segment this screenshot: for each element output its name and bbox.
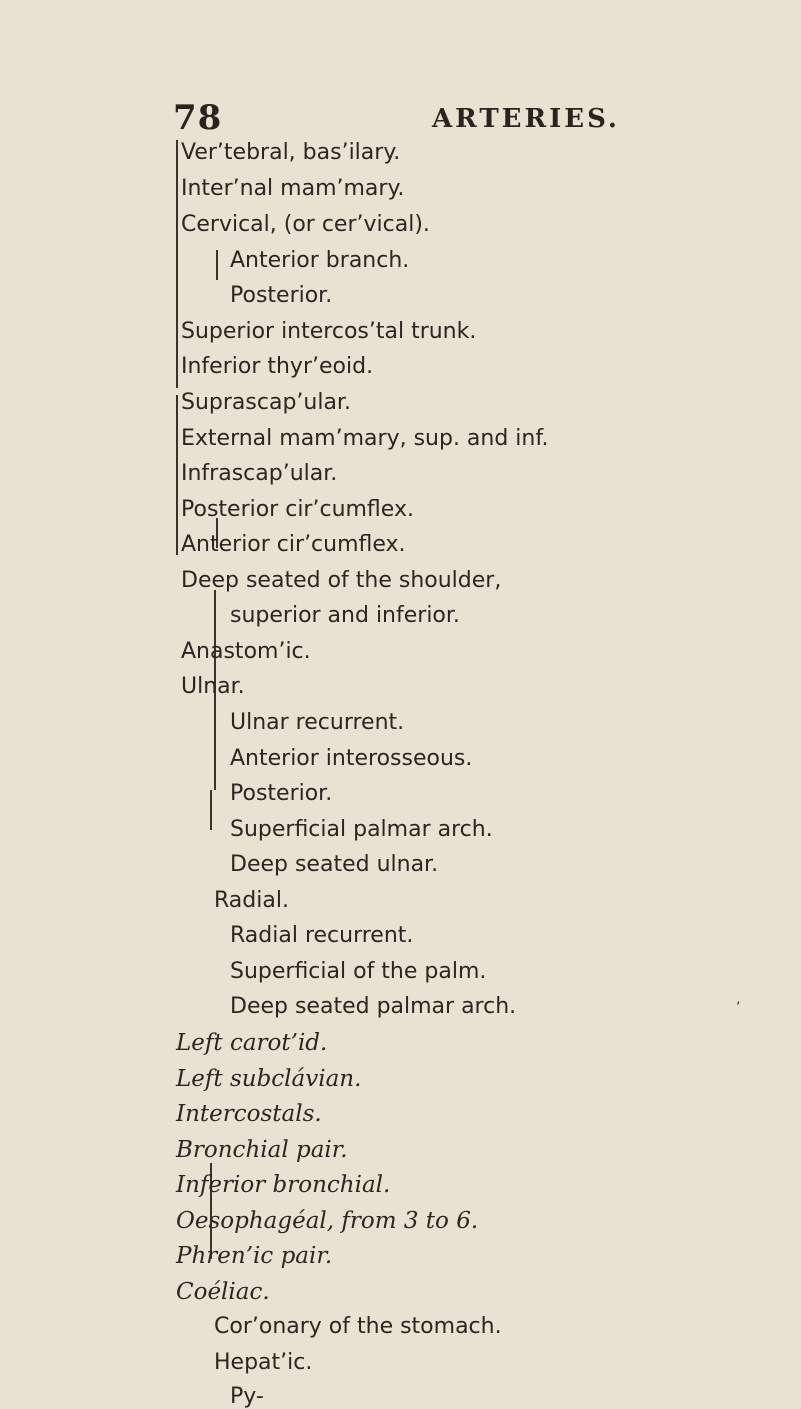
entry-inferior-bronchial: Inferior bronchial. [176,1172,391,1198]
bracket-line-middle [176,395,178,555]
entry-superior-intercostal: Superior intercos’tal trunk. [181,319,477,344]
entry-deep-seated-shoulder: Deep seated of the shoulder, [181,568,502,593]
entry-anterior-interosseous: Anterior interosseous. [230,746,473,771]
entry-radial: Radial. [214,888,289,913]
entry-deep-seated-palmar-arch: Deep seated palmar arch. [230,994,517,1019]
entry-superior-inferior: superior and inferior. [230,603,460,628]
entry-vertebral: Ver’tebral, bas’ilary. [181,140,401,165]
entry-left-subclavian: Left subclávian. [176,1066,362,1092]
entry-inferior-thyreoid: Inferior thyr’eoid. [181,354,374,379]
entry-py: Py- [230,1384,264,1409]
running-title: ARTERIES. [432,104,620,134]
entry-intercostals: Intercostals. [176,1101,322,1127]
entry-anterior-branch: Anterior branch. [230,248,410,273]
entry-posterior-circumflex: Posterior cir’cumflex. [181,497,414,522]
entry-superficial-palmar-arch: Superficial palmar arch. [230,817,493,842]
entry-ulnar-recurrent: Ulnar recurrent. [230,710,405,735]
entry-external-mammary: External mam’mary, sup. and inf. [181,426,549,451]
entry-coronary-stomach: Cor’onary of the stomach. [214,1314,502,1339]
entry-infrascapular: Infrascap’ular. [181,461,338,486]
bracket-line-branches [216,250,218,280]
entry-cervical: Cervical, (or cer’vical). [181,212,430,237]
entry-coeliac: Coéliac. [176,1279,270,1305]
entry-bronchial-pair: Bronchial pair. [176,1137,348,1163]
margin-mark: ’ [736,1000,741,1016]
entry-ulnar: Ulnar. [181,674,245,699]
entry-anterior-circumflex: Anterior cir’cumflex. [181,532,406,557]
entry-suprascapular: Suprascap’ular. [181,390,351,415]
entry-hepatic: Hepat’ic. [214,1350,313,1375]
entry-phrenic-pair: Phren’ic pair. [176,1243,333,1269]
entry-posterior-interosseous: Posterior. [230,781,333,806]
entry-anastomic: Anastom’ic. [181,639,311,664]
bracket-line-upper [176,140,178,388]
entry-oesophageal: Oesophagéal, from 3 to 6. [176,1208,479,1234]
entry-superficial-palm: Superficial of the palm. [230,959,487,984]
entry-internal-mammary: Inter’nal mam’mary. [181,176,405,201]
bracket-line-radial [210,790,212,830]
entry-deep-seated-ulnar: Deep seated ulnar. [230,852,439,877]
entry-radial-recurrent: Radial recurrent. [230,923,414,948]
entry-posterior-branch: Posterior. [230,283,333,308]
page-number: 78 [173,98,223,138]
entry-left-carotid: Left carot’id. [176,1030,328,1056]
